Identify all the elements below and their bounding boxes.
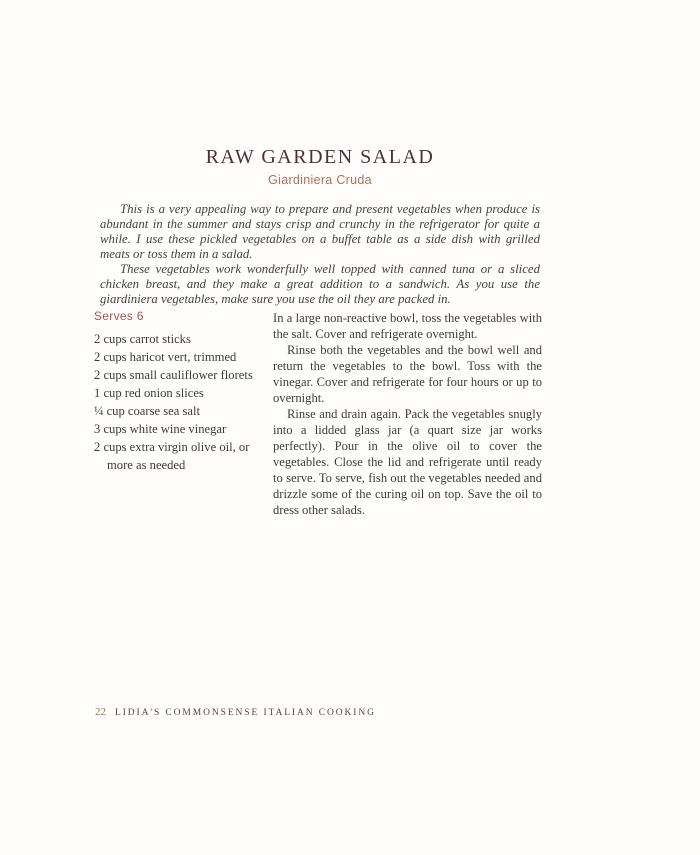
- recipe-subtitle: Giardiniera Cruda: [268, 173, 372, 187]
- method-paragraph: In a large non-reactive bowl, toss the vegetables with the salt. Cover and refrigerate overnight.: [273, 311, 542, 341]
- recipe-title: RAW GARDEN SALAD: [205, 146, 435, 168]
- page-footer: [95, 706, 376, 718]
- method-paragraph: Rinse both the vegetables and the bowl well and return the vegetables to the bowl. Toss with the vinegar. Cover and refrigerate for four hours or up to overnight.: [273, 343, 542, 405]
- running-title: LIDIA'S COMMONSENSE ITALIAN COOKING: [115, 708, 376, 718]
- recipe-introduction: [100, 202, 540, 307]
- page-number: 22: [95, 706, 106, 718]
- ingredients-column: [94, 309, 274, 474]
- ingredient-item: 2 cups carrot sticks: [94, 332, 191, 346]
- ingredient-item: 3 cups white wine vinegar: [94, 422, 227, 436]
- method-column: [273, 310, 542, 518]
- ingredient-item: 2 cups haricot vert, trimmed: [94, 350, 237, 364]
- ingredient-item: 2 cups small cauliflower florets: [94, 368, 253, 382]
- intro-paragraph: This is a very appealing way to prepare and present vegetables when produce is abundant in the summer and stays crisp and crunchy in the refrigerator for quite a while. I use these pickled vegetables on a buffet table as a side dish with grilled meats or toss them in a salad.: [100, 202, 540, 261]
- ingredient-item: 1 cup red onion slices: [94, 386, 204, 400]
- ingredients-list: [94, 330, 274, 474]
- method-paragraph: Rinse and drain again. Pack the vegetables snugly into a lidded glass jar (a quart size jar works perfectly). Pour in the olive oil to cover the vegetables. Close the lid and refrigerate until ready to serve. To serve, fish out the vegetables needed and drizzle some of the curing oil on top. Save the oil to dress other salads.: [273, 407, 542, 517]
- serves-label: Serves 6: [94, 309, 144, 323]
- ingredient-item: 2 cups extra virgin olive oil, or more as needed: [94, 440, 250, 472]
- ingredient-item: ¼ cup coarse sea salt: [94, 404, 200, 418]
- intro-paragraph: These vegetables work wonderfully well topped with canned tuna or a sliced chicken breast, and they make a great addition to a sandwich. As you use the giardiniera vegetables, make sure you use the oil they are packed in.: [100, 262, 540, 306]
